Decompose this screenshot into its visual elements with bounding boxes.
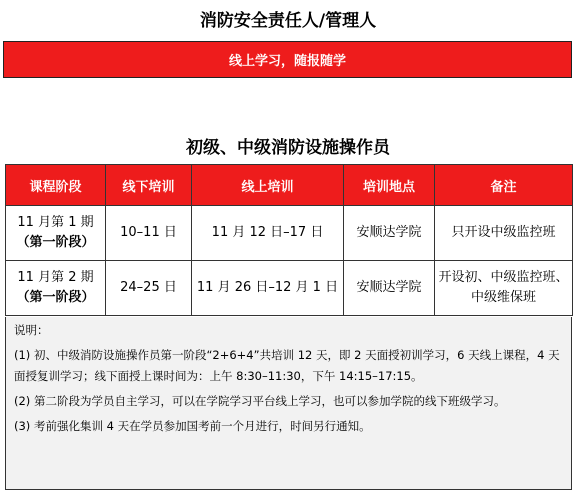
section-title: 初级、中级消防设施操作员 bbox=[186, 138, 390, 158]
note-item-2: (2) 第二阶段为学员自主学习，可以在学院学习平台线上学习，也可以参加学院的线下班级学习。 bbox=[14, 394, 506, 408]
header-note: 备注 bbox=[435, 165, 573, 206]
header-online: 线上培训 bbox=[192, 165, 344, 206]
page-title: 消防安全责任人/管理人 bbox=[199, 11, 377, 31]
table-row bbox=[6, 261, 573, 316]
stage-period: 11 月第 2 期 bbox=[17, 270, 94, 285]
note-item-3: (3) 考前强化集训 4 天在学员参加国考前一个月进行，时间另行通知。 bbox=[14, 419, 371, 433]
offline-cell: 24–25 日 bbox=[106, 261, 192, 316]
note-cell: 开设初、中级监控班、中级维保班 bbox=[435, 261, 573, 316]
header-stage: 课程阶段 bbox=[6, 165, 106, 206]
stage-phase: （第一阶段） bbox=[16, 235, 95, 250]
stage-cell bbox=[6, 261, 106, 316]
note-item-1: (1) 初、中级消防设施操作员第一阶段“2+6+4”共培训 12 天，即 2 天面授初训学习，6 天线上课程，4 天面授复训学习；线下面授上课时间为：上午 8:30–11:30，下午 14:15–17:15。 bbox=[14, 348, 560, 383]
offline-cell: 10–11 日 bbox=[106, 206, 192, 261]
table-header-row bbox=[6, 165, 573, 206]
red-banner: 线上学习，随报随学 bbox=[3, 41, 572, 78]
note-cell: 只开设中级监控班 bbox=[435, 206, 573, 261]
online-cell: 11 月 26 日–12 月 1 日 bbox=[192, 261, 344, 316]
course-table bbox=[5, 164, 573, 316]
stage-phase: （第一阶段） bbox=[16, 290, 95, 305]
header-offline: 线下培训 bbox=[106, 165, 192, 206]
location-cell: 安顺达学院 bbox=[344, 261, 435, 316]
notes-box bbox=[5, 317, 572, 490]
notes-heading: 说明： bbox=[14, 323, 49, 337]
stage-cell bbox=[6, 206, 106, 261]
location-cell: 安顺达学院 bbox=[344, 206, 435, 261]
header-location: 培训地点 bbox=[344, 165, 435, 206]
online-cell: 11 月 12 日–17 日 bbox=[192, 206, 344, 261]
stage-period: 11 月第 1 期 bbox=[17, 215, 94, 230]
table-row bbox=[6, 206, 573, 261]
